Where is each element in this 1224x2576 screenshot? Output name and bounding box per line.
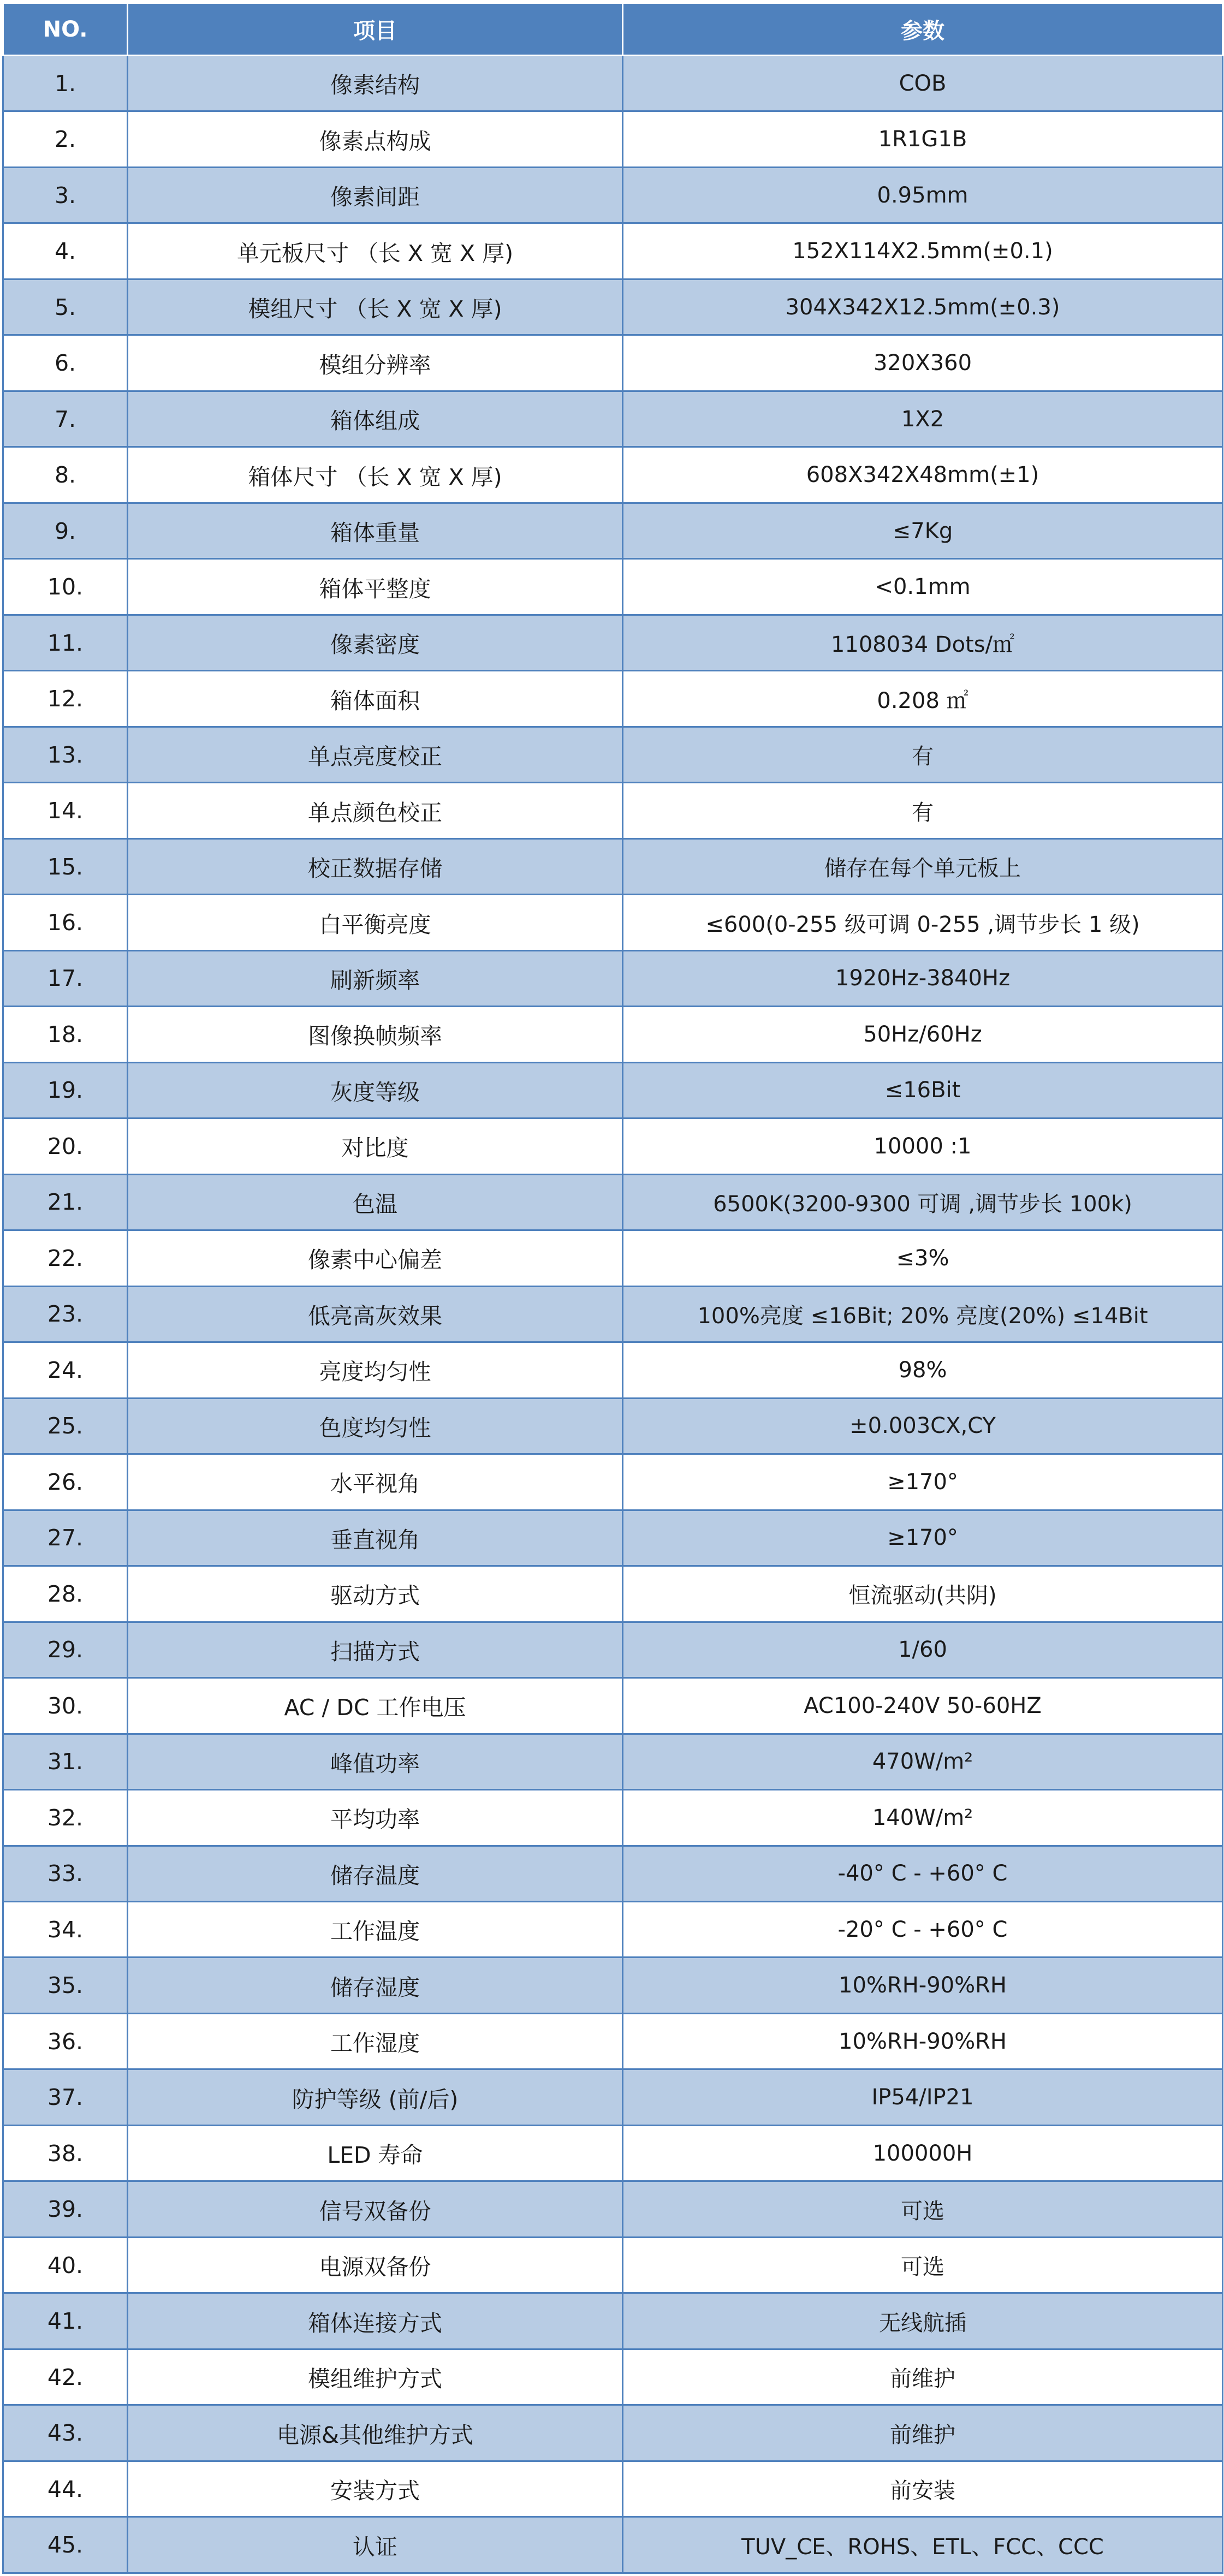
row-number: 3. [3, 167, 128, 223]
row-param: 0.95mm [623, 167, 1223, 223]
table-row [3, 2069, 1223, 2125]
table-row [3, 2293, 1223, 2349]
row-item: 储存温度 [128, 1846, 623, 1901]
row-item: 模组尺寸 （长 X 宽 X 厚) [128, 279, 623, 335]
row-param: 有 [623, 783, 1223, 838]
row-number: 45. [3, 2517, 128, 2573]
row-param: 6500K(3200-9300 可调 ,调节步长 100k) [623, 1174, 1223, 1230]
row-param: 470W/m² [623, 1734, 1223, 1789]
row-param: ≥170° [623, 1454, 1223, 1510]
row-param: 98% [623, 1342, 1223, 1398]
row-number: 22. [3, 1230, 128, 1286]
row-item: 垂直视角 [128, 1510, 623, 1566]
row-item: 像素结构 [128, 56, 623, 111]
row-param: -20° C - +60° C [623, 1901, 1223, 1957]
row-number: 17. [3, 950, 128, 1006]
row-param: 608X342X48mm(±1) [623, 447, 1223, 503]
table-row [3, 1958, 1223, 2013]
table-row [3, 1119, 1223, 1174]
row-number: 27. [3, 1510, 128, 1566]
row-param: 储存在每个单元板上 [623, 838, 1223, 894]
table-row [3, 727, 1223, 782]
row-item: 箱体连接方式 [128, 2293, 623, 2349]
row-param: ±0.003CX,CY [623, 1398, 1223, 1454]
row-param: 无线航插 [623, 2293, 1223, 2349]
table-row [3, 2013, 1223, 2069]
row-number: 19. [3, 1062, 128, 1118]
table-row [3, 1342, 1223, 1398]
row-number: 40. [3, 2237, 128, 2293]
table-row [3, 950, 1223, 1006]
table-row [3, 1174, 1223, 1230]
row-param: ≤600(0-255 级可调 0-255 ,调节步长 1 级) [623, 895, 1223, 950]
row-number: 8. [3, 447, 128, 503]
row-param: 100%亮度 ≤16Bit; 20% 亮度(20%) ≤14Bit [623, 1286, 1223, 1342]
row-param: ≥170° [623, 1510, 1223, 1566]
row-number: 44. [3, 2461, 128, 2516]
row-item: 像素中心偏差 [128, 1230, 623, 1286]
table-row [3, 838, 1223, 894]
row-item: 白平衡亮度 [128, 895, 623, 950]
row-item: 单元板尺寸 （长 X 宽 X 厚) [128, 223, 623, 279]
row-number: 37. [3, 2069, 128, 2125]
table-row [3, 1790, 1223, 1846]
row-param: ≤7Kg [623, 503, 1223, 558]
header-param: 参数 [623, 3, 1223, 56]
row-param: 前维护 [623, 2405, 1223, 2461]
table-row [3, 447, 1223, 503]
row-item: 像素密度 [128, 615, 623, 670]
row-param: AC100-240V 50-60HZ [623, 1678, 1223, 1734]
table-row [3, 1230, 1223, 1286]
table-row [3, 503, 1223, 558]
row-item: 色温 [128, 1174, 623, 1230]
row-number: 10. [3, 559, 128, 615]
table-row [3, 1510, 1223, 1566]
table-row [3, 2181, 1223, 2237]
row-item: 低亮高灰效果 [128, 1286, 623, 1342]
row-number: 1. [3, 56, 128, 111]
row-param: 1X2 [623, 391, 1223, 447]
row-number: 29. [3, 1622, 128, 1677]
row-number: 31. [3, 1734, 128, 1789]
row-item: 箱体平整度 [128, 559, 623, 615]
row-item: 单点亮度校正 [128, 727, 623, 782]
row-param: 10%RH-90%RH [623, 2013, 1223, 2069]
table-row [3, 1398, 1223, 1454]
row-item: 校正数据存储 [128, 838, 623, 894]
row-param: 10%RH-90%RH [623, 1958, 1223, 2013]
row-param: 前维护 [623, 2349, 1223, 2405]
row-param: 50Hz/60Hz [623, 1007, 1223, 1062]
row-number: 26. [3, 1454, 128, 1510]
table-row [3, 1678, 1223, 1734]
table-row [3, 1622, 1223, 1677]
table-row [3, 223, 1223, 279]
row-item: 刷新频率 [128, 950, 623, 1006]
row-param: 有 [623, 727, 1223, 782]
table-row [3, 1846, 1223, 1901]
table-row [3, 111, 1223, 167]
table-row [3, 167, 1223, 223]
row-number: 7. [3, 391, 128, 447]
header-no: NO. [3, 3, 128, 56]
row-param: 可选 [623, 2181, 1223, 2237]
row-item: 箱体面积 [128, 671, 623, 727]
row-number: 33. [3, 1846, 128, 1901]
row-param: <0.1mm [623, 559, 1223, 615]
row-item: 峰值功率 [128, 1734, 623, 1789]
row-item: 安装方式 [128, 2461, 623, 2516]
row-param: ≤16Bit [623, 1062, 1223, 1118]
table-row [3, 2237, 1223, 2293]
row-number: 36. [3, 2013, 128, 2069]
row-param: 1/60 [623, 1622, 1223, 1677]
row-param: 1R1G1B [623, 111, 1223, 167]
row-number: 13. [3, 727, 128, 782]
row-item: 箱体尺寸 （长 X 宽 X 厚) [128, 447, 623, 503]
row-item: 驱动方式 [128, 1566, 623, 1622]
row-number: 41. [3, 2293, 128, 2349]
row-item: 水平视角 [128, 1454, 623, 1510]
row-item: 电源&其他维护方式 [128, 2405, 623, 2461]
table-row [3, 2461, 1223, 2516]
table-row [3, 1566, 1223, 1622]
table-row [3, 559, 1223, 615]
header-item: 项目 [128, 3, 623, 56]
row-item: 工作温度 [128, 1901, 623, 1957]
row-number: 24. [3, 1342, 128, 1398]
row-item: 图像换帧频率 [128, 1007, 623, 1062]
row-item: 防护等级 (前/后) [128, 2069, 623, 2125]
table-row [3, 1007, 1223, 1062]
row-number: 16. [3, 895, 128, 950]
row-number: 5. [3, 279, 128, 335]
row-item: 像素间距 [128, 167, 623, 223]
row-param: 前安装 [623, 2461, 1223, 2516]
row-item: 对比度 [128, 1119, 623, 1174]
row-number: 23. [3, 1286, 128, 1342]
row-number: 11. [3, 615, 128, 670]
row-param: 1920Hz-3840Hz [623, 950, 1223, 1006]
row-param: COB [623, 56, 1223, 111]
row-number: 20. [3, 1119, 128, 1174]
row-number: 6. [3, 335, 128, 391]
row-number: 28. [3, 1566, 128, 1622]
row-item: 信号双备份 [128, 2181, 623, 2237]
row-item: 箱体组成 [128, 391, 623, 447]
row-number: 30. [3, 1678, 128, 1734]
table-row [3, 1734, 1223, 1789]
table-row [3, 671, 1223, 727]
row-item: 模组维护方式 [128, 2349, 623, 2405]
row-param: 304X342X12.5mm(±0.3) [623, 279, 1223, 335]
table-row [3, 2517, 1223, 2573]
row-number: 34. [3, 1901, 128, 1957]
row-param: 152X114X2.5mm(±0.1) [623, 223, 1223, 279]
row-number: 32. [3, 1790, 128, 1846]
row-item: 箱体重量 [128, 503, 623, 558]
row-item: 工作湿度 [128, 2013, 623, 2069]
row-item: 色度均匀性 [128, 1398, 623, 1454]
row-param: TUV_CE、ROHS、ETL、FCC、CCC [623, 2517, 1223, 2573]
row-item: 模组分辨率 [128, 335, 623, 391]
table-row [3, 1286, 1223, 1342]
row-number: 2. [3, 111, 128, 167]
row-param: IP54/IP21 [623, 2069, 1223, 2125]
row-param: 可选 [623, 2237, 1223, 2293]
header-row [3, 3, 1223, 56]
table-row [3, 2349, 1223, 2405]
row-param: 140W/m² [623, 1790, 1223, 1846]
row-item: 电源双备份 [128, 2237, 623, 2293]
table-row [3, 2405, 1223, 2461]
row-number: 15. [3, 838, 128, 894]
table-row [3, 2125, 1223, 2181]
row-param: 10000 :1 [623, 1119, 1223, 1174]
row-item: LED 寿命 [128, 2125, 623, 2181]
row-param: 恒流驱动(共阴) [623, 1566, 1223, 1622]
row-param: -40° C - +60° C [623, 1846, 1223, 1901]
row-item: 单点颜色校正 [128, 783, 623, 838]
row-item: 认证 [128, 2517, 623, 2573]
table-row [3, 1454, 1223, 1510]
row-number: 21. [3, 1174, 128, 1230]
table-row [3, 391, 1223, 447]
table-row [3, 1901, 1223, 1957]
table-row [3, 615, 1223, 670]
spec-table [2, 2, 1223, 2574]
table-row [3, 279, 1223, 335]
row-param: 0.208 ㎡ [623, 671, 1223, 727]
table-header [3, 3, 1223, 56]
table-body [3, 56, 1223, 2573]
row-param: 100000H [623, 2125, 1223, 2181]
row-number: 4. [3, 223, 128, 279]
row-number: 25. [3, 1398, 128, 1454]
row-item: 灰度等级 [128, 1062, 623, 1118]
row-number: 39. [3, 2181, 128, 2237]
row-number: 43. [3, 2405, 128, 2461]
row-item: 像素点构成 [128, 111, 623, 167]
row-item: AC / DC 工作电压 [128, 1678, 623, 1734]
row-number: 12. [3, 671, 128, 727]
row-number: 18. [3, 1007, 128, 1062]
row-number: 38. [3, 2125, 128, 2181]
row-item: 亮度均匀性 [128, 1342, 623, 1398]
row-number: 9. [3, 503, 128, 558]
row-number: 35. [3, 1958, 128, 2013]
row-param: 320X360 [623, 335, 1223, 391]
table-row [3, 335, 1223, 391]
row-param: ≤3% [623, 1230, 1223, 1286]
row-item: 储存湿度 [128, 1958, 623, 2013]
row-param: 1108034 Dots/㎡ [623, 615, 1223, 670]
table-row [3, 1062, 1223, 1118]
row-number: 14. [3, 783, 128, 838]
row-item: 扫描方式 [128, 1622, 623, 1677]
row-item: 平均功率 [128, 1790, 623, 1846]
table-row [3, 56, 1223, 111]
table-row [3, 895, 1223, 950]
row-number: 42. [3, 2349, 128, 2405]
table-row [3, 783, 1223, 838]
